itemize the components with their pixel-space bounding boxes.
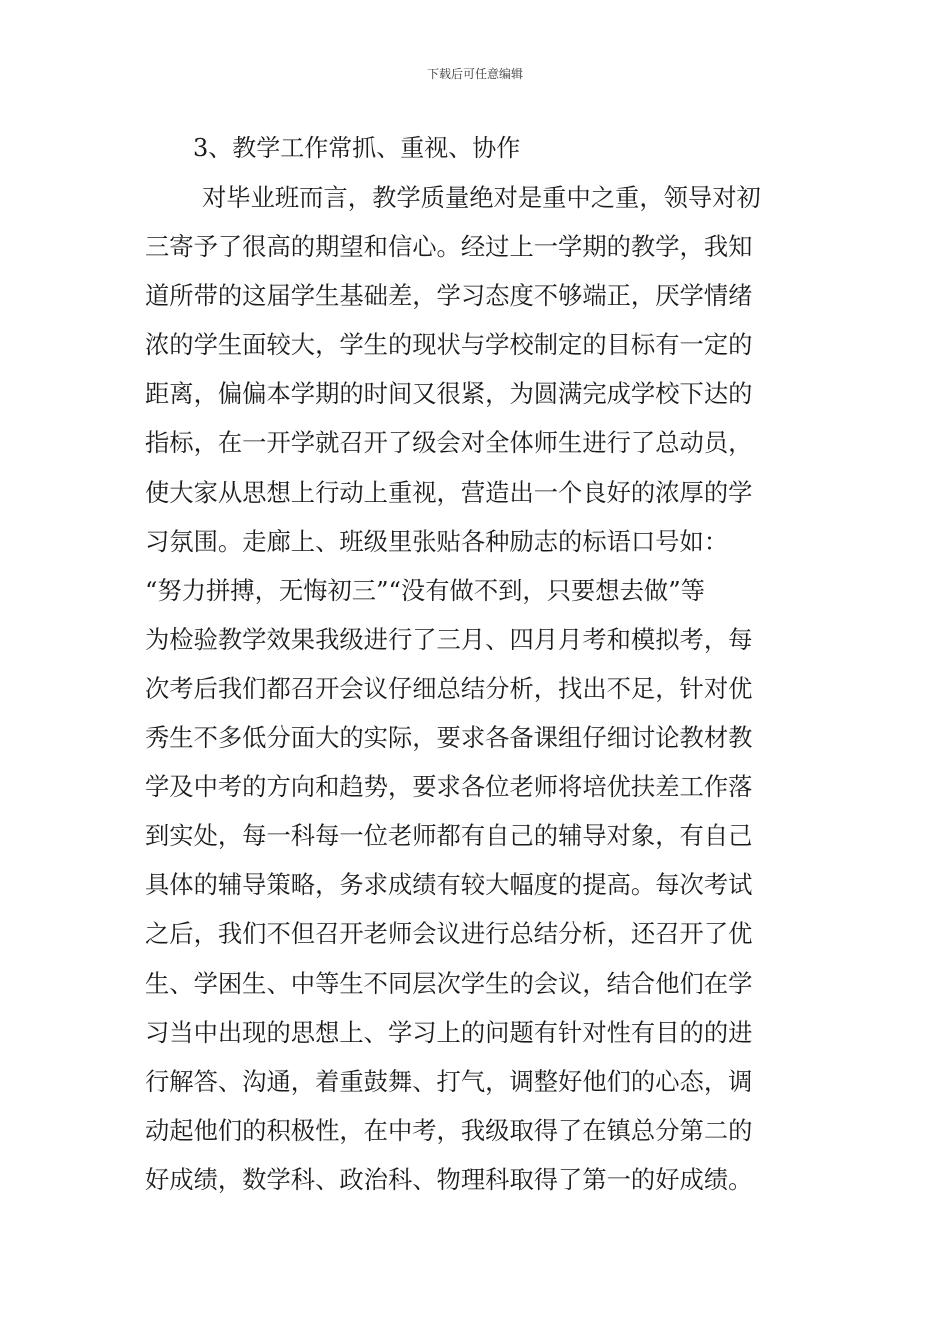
paragraph-line: 秀生不多低分面大的实际，要求各备课组仔细讨论教材教 [145, 723, 753, 753]
paragraph-line: 具体的辅导策略，务求成绩有较大幅度的提高。每次考试 [145, 870, 753, 900]
paragraph-line: 好成绩，数学科、政治科、物理科取得了第一的好成绩。 [145, 1164, 753, 1194]
paragraph-line: 之后，我们不但召开老师会议进行总结分析，还召开了优 [145, 919, 753, 949]
paragraph-line: 次考后我们都召开会议仔细总结分析，找出不足，针对优 [145, 673, 753, 703]
paragraph-line: 学及中考的方向和趋势，要求各位老师将培优扶差工作落 [145, 772, 753, 802]
body-paragraph [145, 180, 815, 1211]
paragraph-line: 道所带的这届学生基础差，学习态度不够端正，厌学情绪 [145, 281, 753, 311]
paragraph-line: 行解答、沟通，着重鼓舞、打气，调整好他们的心态，调 [145, 1066, 753, 1096]
paragraph-line: 三寄予了很高的期望和信心。经过上一学期的教学，我知 [145, 232, 753, 262]
paragraph-line: 对毕业班而言，教学质量绝对是重中之重，领导对初 [202, 183, 761, 212]
paragraph-line: 为检验教学效果我级进行了三月、四月月考和模拟考，每 [145, 624, 753, 654]
paragraph-line: 动起他们的积极性，在中考，我级取得了在镇总分第二的 [145, 1115, 753, 1145]
paragraph-line: 指标，在一开学就召开了级会对全体师生进行了总动员， [145, 428, 753, 458]
paragraph-line: 习当中出现的思想上、学习上的问题有针对性有目的的进 [145, 1017, 753, 1047]
paragraph-line: 生、学困生、中等生不同层次学生的会议，结合他们在学 [145, 968, 753, 998]
section-heading: 3、教学工作常抓、重视、协作 [193, 134, 521, 162]
paragraph-line: 使大家从思想上行动上重视，营造出一个良好的浓厚的学 [145, 477, 753, 507]
paragraph-line: 距离，偏偏本学期的时间又很紧，为圆满完成学校下达的 [145, 379, 753, 409]
page-header: 下载后可任意编辑 [426, 67, 523, 81]
paragraph-line: “努力拼搏，无悔初三”“没有做不到，只要想去做”等 [145, 575, 705, 605]
paragraph-line: 到实处，每一科每一位老师都有自己的辅导对象，有自己 [145, 821, 753, 851]
paragraph-line: 浓的学生面较大，学生的现状与学校制定的目标有一定的 [145, 330, 753, 360]
paragraph-line: 习氛围。走廊上、班级里张贴各种励志的标语口号如： [145, 526, 729, 556]
